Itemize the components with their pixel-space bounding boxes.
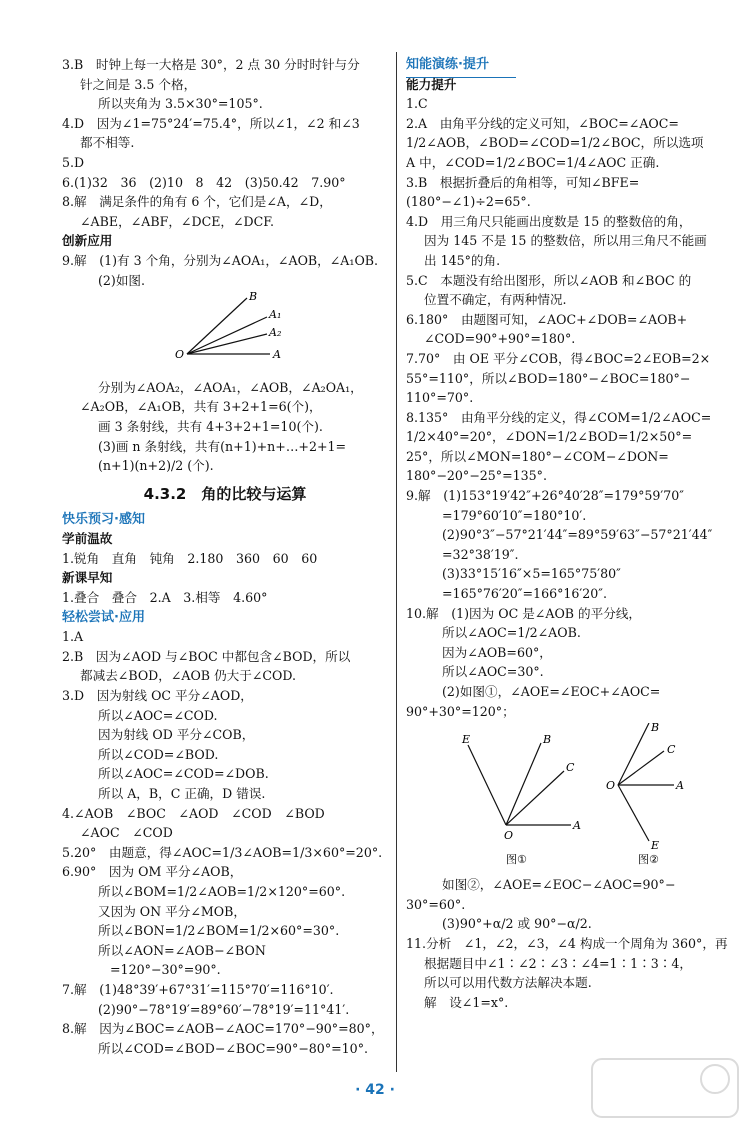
watermark-logo — [590, 1057, 740, 1119]
text-line: A 中，∠COD=1/2∠BOC=1/4∠AOC 正确. — [406, 154, 660, 170]
label-A: A — [273, 348, 281, 362]
right-column — [406, 55, 728, 1012]
text-line: 9.解 (1)有 3 个角，分别为∠AOA₁，∠AOB，∠A₁OB. — [62, 252, 379, 268]
svg-text:C: C — [566, 761, 575, 775]
left-block-2 — [62, 378, 388, 476]
text-line: 2.B 因为∠AOD 与∠BOC 中都包含∠BOD，所以 — [62, 648, 351, 664]
text-line: (n+1)(n+2)/2 (个). — [98, 458, 214, 474]
text-line: 分别为∠AOA₂，∠AOA₁，∠AOB，∠A₂OA₁， — [98, 379, 363, 395]
text-line: 2.A 由角平分线的定义可知，∠BOC=∠AOC= — [406, 115, 679, 131]
text-line: =179°60′10″=180°10′. — [442, 507, 587, 523]
label-B: B — [249, 292, 258, 304]
text-line: 25°，所以∠MON=180°−∠COM−∠DON= — [406, 448, 669, 464]
text-line: 6.90° 因为 OM 平分∠AOB， — [62, 864, 243, 880]
text-line: 轻松尝试·应用 — [62, 609, 145, 625]
figure-rays-diagram — [62, 292, 388, 376]
text-line: 4.D 用三角尺只能画出度数是 15 的整数倍的角， — [406, 213, 692, 229]
text-line: (2)如图①，∠AOE=∠EOC+∠AOC= — [442, 684, 661, 699]
text-line: (2)90°−78°19′=89°60′−78°19′=11°41′. — [98, 1001, 350, 1017]
text-line: 出 145°的角. — [424, 252, 501, 268]
text-line: 8.解 满足条件的角有 6 个，它们是∠A，∠D， — [62, 194, 332, 210]
text-line: 因为 145 不是 15 的整数倍，所以用三角尺不能画 — [424, 233, 707, 249]
section-title: 4.3.2 角的比较与运算 — [143, 484, 307, 503]
text-line: 画 3 条射线，共有 4+3+2+1=10(个). — [98, 418, 323, 434]
text-line: 180°−20°−25°=135°. — [406, 468, 547, 484]
text-line: 所以∠AOC=1/2∠AOB. — [442, 625, 581, 641]
text-line: 知能演练·提升 — [406, 57, 489, 72]
left-column — [62, 55, 388, 1058]
text-line: (3)画 n 条射线，共有(n+1)+n+…+2+1= — [98, 438, 347, 454]
text-line: 7.解 (1)48°39′+67°31′=115°70′=116°10′. — [62, 981, 334, 997]
text-line: 针之间是 3.5 个格， — [80, 76, 197, 92]
svg-text:B: B — [543, 733, 552, 747]
text-line: 6.180° 由题图可知，∠AOC+∠DOB=∠AOB+ — [406, 311, 688, 327]
text-line: 所以∠AON=∠AOB−∠BON — [98, 942, 266, 958]
text-line: 5.C 本题没有给出图形，所以∠AOB 和∠BOC 的 — [406, 272, 692, 288]
label-A1: A₁ — [269, 308, 282, 322]
text-line: 所以∠COD=∠BOD. — [98, 746, 219, 762]
text-line: 3.B 根据折叠后的角相等，可知∠BFE= — [406, 174, 640, 190]
text-line: 9.解 (1)153°19′42″+26°40′28″=179°59′70″ — [406, 488, 684, 504]
text-line: ∠ABE，∠ABF，∠DCE，∠DCF. — [80, 213, 275, 229]
text-line: 5.20° 由题意，得∠AOC=1/3∠AOB=1/3×60°=20°. — [62, 844, 383, 860]
text-line: 因为∠AOB=60°， — [442, 644, 552, 660]
text-line: 1/2×40°=20°，∠DON=1/2∠BOD=1/2×50°= — [406, 429, 693, 445]
page-number: · 42 · — [355, 1082, 395, 1098]
text-line: 都不相等. — [80, 135, 135, 151]
text-line: 快乐预习·感知 — [62, 511, 145, 527]
text-line: 如图②，∠AOE=∠EOC−∠AOC=90°− — [442, 877, 676, 893]
text-line: 1/2∠AOB，∠BOD=∠COD=1/2∠BOC，所以选项 — [406, 135, 704, 151]
text-line: 3.B 时钟上每一大格是 30°，2 点 30 分时时针与分 — [62, 57, 360, 72]
text-line: 所以∠AOC=∠COD. — [98, 707, 218, 723]
text-line: 11.分析 ∠1，∠2，∠3，∠4 构成一个周角为 360°，再 — [406, 935, 728, 951]
text-line: 5.D — [62, 154, 85, 170]
svg-text:O: O — [606, 779, 616, 793]
text-line: 所以∠BOM=1/2∠AOB=1/2×120°=60°. — [98, 883, 346, 899]
label-O: O — [175, 348, 185, 362]
text-line: 6.(1)32 36 (2)10 8 42 (3)50.42 7.90° — [62, 174, 346, 190]
text-line: 所以∠COD=∠BOD−∠BOC=90°−80°=10°. — [98, 1040, 368, 1056]
text-line: =165°76′20″=166°16′20″. — [442, 586, 608, 602]
text-line: 位置不确定，有两种情况. — [424, 292, 567, 308]
text-line: (3)90°+α/2 或 90°−α/2. — [442, 916, 592, 932]
left-block-1 — [62, 55, 388, 290]
text-line: 新课早知 — [62, 570, 113, 586]
text-line: 10.解 (1)因为 OC 是∠AOB 的平分线， — [406, 605, 642, 621]
text-line: =32°38′19″. — [442, 546, 519, 562]
text-line: 都减去∠BOD，∠AOB 仍大于∠COD. — [80, 668, 297, 684]
text-line: 1.叠合 叠合 2.A 3.相等 4.60° — [62, 590, 268, 606]
ray-OA1 — [187, 317, 267, 354]
text-line: 30°=60°. — [406, 896, 466, 912]
text-line: 所以夹角为 3.5×30°=105°. — [98, 96, 263, 112]
text-line: 又因为 ON 平分∠MOB， — [98, 903, 246, 919]
text-line: (2)如图. — [98, 272, 146, 288]
svg-text:A: A — [676, 779, 684, 793]
text-line: 55°=110°，所以∠BOD=180°−∠BOC=180°− — [406, 370, 691, 386]
text-line: 所以 A，B，C 正确，D 错误. — [98, 786, 266, 801]
right-block-2 — [406, 875, 728, 1012]
text-line: 因为射线 OD 平分∠COB， — [98, 727, 255, 743]
figure-2 — [606, 723, 684, 852]
svg-text:B: B — [651, 723, 660, 735]
figure-1 — [461, 733, 581, 842]
text-line: 1.锐角 直角 钝角 2.180 360 60 60 — [62, 550, 318, 566]
text-line: 解 设∠1=x°. — [424, 994, 509, 1010]
text-line: 创新应用 — [62, 233, 113, 249]
text-line: 根据题目中∠1∶∠2∶∠3∶∠4=1∶1∶3∶4， — [424, 955, 692, 971]
text-line: 所以可以用代数方法解决本题. — [424, 975, 592, 991]
text-line: ∠AOC ∠COD — [80, 825, 173, 841]
column-divider — [396, 52, 397, 1072]
svg-text:C: C — [667, 743, 676, 757]
text-line: 4.∠AOB ∠BOC ∠AOD ∠COD ∠BOD — [62, 805, 325, 821]
ray-OA2 — [187, 334, 267, 354]
svg-text:A: A — [573, 819, 581, 833]
text-line: 8.135° 由角平分线的定义，得∠COM=1/2∠AOC= — [406, 409, 712, 425]
text-line: 4.D 因为∠1=75°24′=75.4°，所以∠1，∠2 和∠3 — [62, 115, 360, 131]
text-line: 能力提升 — [406, 76, 457, 92]
fig1-caption: 图① — [506, 853, 527, 867]
text-line: 1.C — [406, 96, 428, 112]
text-line: 90°+30°=120°； — [406, 703, 515, 719]
right-block-1 — [406, 55, 728, 721]
text-line: 学前温故 — [62, 531, 113, 547]
left-block-3 — [62, 510, 388, 1059]
fig2-caption: 图② — [638, 853, 659, 867]
svg-text:O: O — [504, 829, 514, 843]
text-line: 1.A — [62, 629, 84, 645]
ray-OB — [187, 298, 247, 354]
label-A2: A₂ — [269, 326, 282, 340]
text-line: 所以∠BON=1/2∠BOM=1/2×60°=30°. — [98, 923, 340, 939]
svg-text:E: E — [462, 733, 471, 747]
figures-10 — [406, 723, 728, 873]
text-line: =120°−30°=90°. — [110, 962, 221, 978]
text-line: 所以∠AOC=∠COD=∠DOB. — [98, 766, 269, 782]
text-line: 7.70° 由 OE 平分∠COB，得∠BOC=2∠EOB=2× — [406, 350, 711, 366]
text-line: 110°=70°. — [406, 390, 474, 406]
text-line: (3)33°15′16″×5=165°75′80″ — [442, 566, 621, 582]
text-line: 所以∠AOC=30°. — [442, 664, 544, 680]
text-line: ∠COD=90°+90°=180°. — [424, 331, 576, 347]
text-line: 3.D 因为射线 OC 平分∠AOD， — [62, 688, 253, 704]
svg-text:E: E — [651, 839, 660, 853]
text-line: ∠A₂OB，∠A₁OB，共有 3+2+1=6(个)， — [80, 399, 322, 415]
text-line: (2)90°3″−57°21′44″=89°59′63″−57°21′44″ — [442, 527, 713, 543]
text-line: (180°−∠1)÷2=65°. — [406, 194, 531, 210]
text-line: 8.解 因为∠BOC=∠AOB−∠AOC=170°−90°=80°， — [62, 1021, 384, 1037]
